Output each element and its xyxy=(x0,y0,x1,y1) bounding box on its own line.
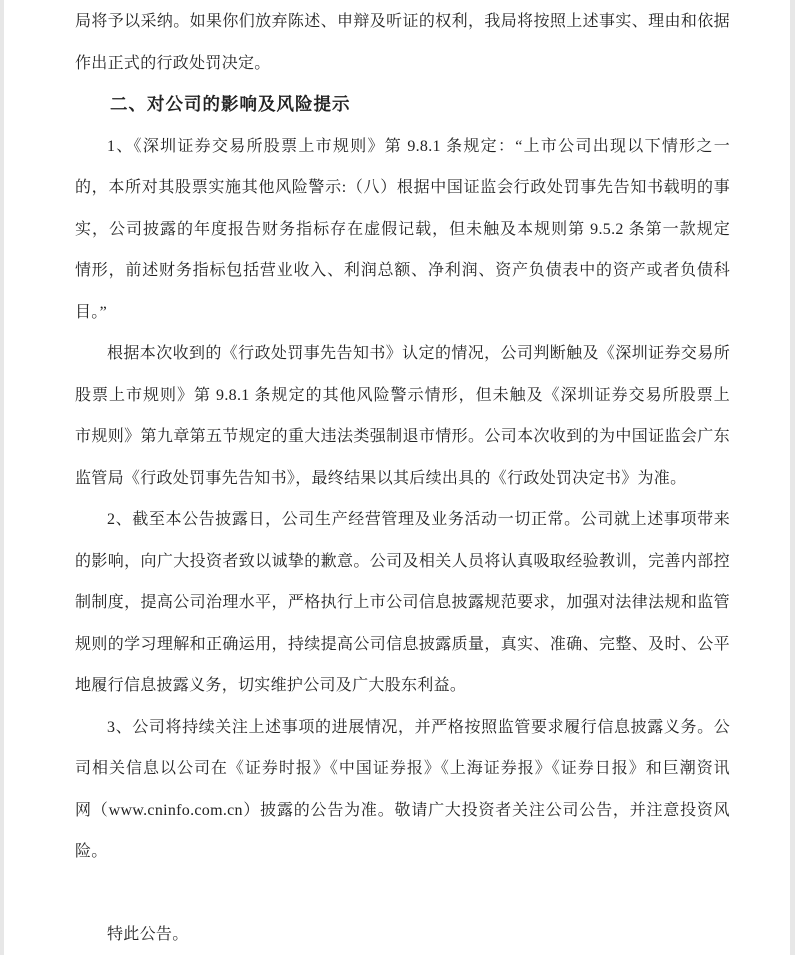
document-line: 股票上市规则》第 9.8.1 条规定的其他风险警示情形，但未触及《深圳证券交易所股票上 xyxy=(75,386,730,404)
document-line: 制制度，提高公司治理水平，严格执行上市公司信息披露规范要求，加强对法律法规和监管 xyxy=(75,594,730,611)
document-line: 1、《深圳证券交易所股票上市规则》第 9.8.1 条规定：“上市公司出现以下情形之一 xyxy=(107,137,730,155)
document-line: 监管局《行政处罚事先告知书》，最终结果以其后续出具的《行政处罚决定书》为准。 xyxy=(75,469,687,487)
document-line: 局将予以采纳。如果你们放弃陈述、申辩及听证的权利，我局将按照上述事实、理由和依据 xyxy=(75,13,730,30)
document-line: 司相关信息以公司在《证券时报》《中国证券报》《上海证券报》《证券日报》和巨潮资讯 xyxy=(75,760,730,777)
document-line: 实，公司披露的年度报告财务指标存在虚假记载，但未触及本规则第 9.5.2 条第一款规定 xyxy=(75,220,730,238)
document-line: 2、截至本公告披露日，公司生产经营管理及业务活动一切正常。公司就上述事项带来 xyxy=(107,511,730,528)
document-line: 的，本所对其股票实施其他风险警示:（八）根据中国证监会行政处罚事先告知书载明的事 xyxy=(75,179,730,196)
document-line: 市规则》第九章第五节规定的重大违法类强制退市情形。公司本次收到的为中国证监会广东 xyxy=(75,428,730,445)
document-line: 根据本次收到的《行政处罚事先告知书》认定的情况，公司判断触及《深圳证券交易所 xyxy=(107,345,730,362)
viewer-left-edge-strip xyxy=(0,0,4,955)
document-line: 特此公告。 xyxy=(107,926,189,943)
document-content xyxy=(75,1,730,956)
blank-line xyxy=(75,873,730,915)
viewer-right-edge-strip xyxy=(790,0,795,955)
document-line: 网（www.cninfo.com.cn）披露的公告为准。敬请广大投资者关注公司公告，并注意投资风 xyxy=(75,801,730,819)
document-line: 情形，前述财务指标包括营业收入、利润总额、净利润、资产负债表中的资产或者负债科 xyxy=(75,262,730,279)
document-line: 地履行信息披露义务，切实维护公司及广大股东利益。 xyxy=(75,677,467,694)
section-heading: 二、对公司的影响及风险提示 xyxy=(110,94,351,114)
document-line: 规则的学习理解和正确运用，持续提高公司信息披露质量，真实、准确、完整、及时、公平 xyxy=(75,635,730,653)
document-line: 目。” xyxy=(75,303,108,321)
document-line: 的影响，向广大投资者致以诚挚的歉意。公司及相关人员将认真吸取经验教训，完善内部控 xyxy=(75,552,730,570)
document-line: 作出正式的行政处罚决定。 xyxy=(75,54,271,72)
document-line: 3、公司将持续关注上述事项的进展情况，并严格按照监管要求履行信息披露义务。公 xyxy=(107,718,730,736)
document-line: 险。 xyxy=(75,843,108,860)
